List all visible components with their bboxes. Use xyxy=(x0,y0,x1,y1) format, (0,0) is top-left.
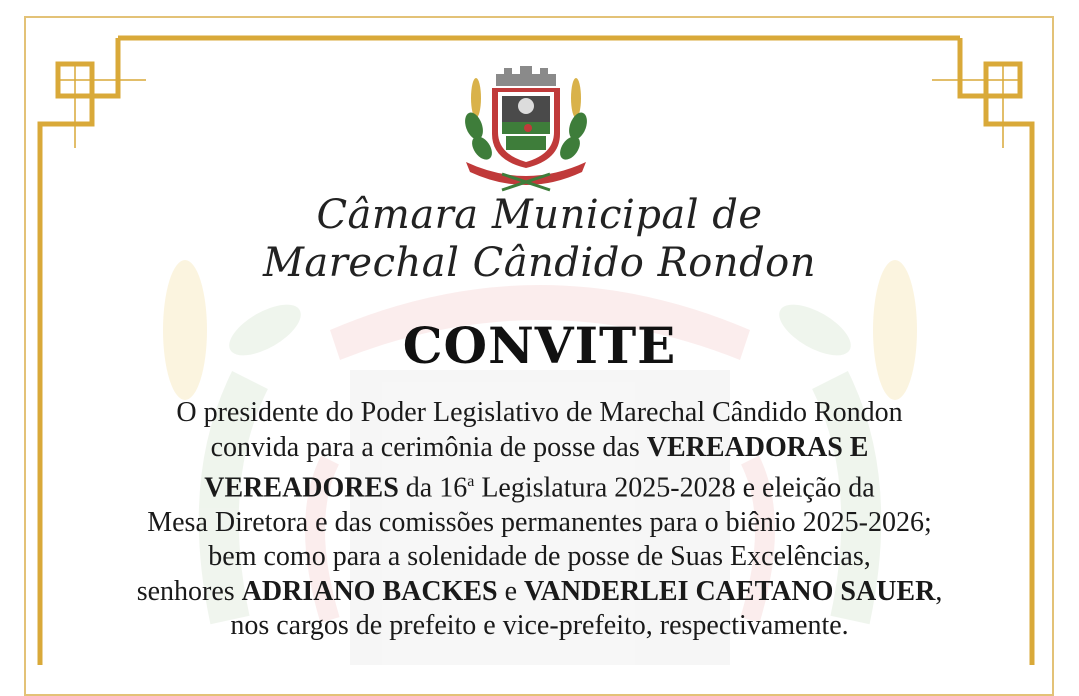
body-line-6 xyxy=(40,575,1039,610)
body-text-1: O presidente do Poder Legislativo de Marechal Cândido Rondon xyxy=(176,397,903,428)
institution-name-line2: Marechal Cândido Rondon xyxy=(262,240,817,286)
body-text-4: Mesa Diretora e das comissões permanentes para o biênio 2025-2026; xyxy=(147,506,932,538)
municipal-coat-of-arms xyxy=(462,64,590,192)
invitation-heading: CONVITE xyxy=(402,316,677,375)
body-bold-3: VEREADORES xyxy=(204,472,399,504)
vice-mayor-name: VANDERLEI CAETANO SAUER xyxy=(524,575,936,607)
body-text-6c: , xyxy=(935,575,943,607)
body-text-3b: Legislatura 2025-2028 e eleição da xyxy=(474,472,875,504)
body-line-2 xyxy=(40,431,1039,466)
body-line-3 xyxy=(40,465,1039,506)
body-text-6b: e xyxy=(497,575,525,607)
body-text-3a: da 16 xyxy=(398,472,468,504)
body-text-6a: senhores xyxy=(136,575,242,607)
mayor-name: ADRIANO BACKES xyxy=(241,575,498,607)
body-line-5 xyxy=(40,540,1039,575)
invitation-body xyxy=(40,396,1039,644)
body-line-4 xyxy=(40,506,1039,541)
institution-name-line1: Câmara Municipal de xyxy=(316,192,763,238)
body-text-2: convida para a cerimônia de posse das xyxy=(210,431,647,463)
body-bold-2: VEREADORAS E xyxy=(646,431,869,463)
body-line-1 xyxy=(40,396,1039,431)
body-line-7 xyxy=(40,609,1039,644)
ordinal-superscript: a xyxy=(467,473,475,490)
body-text-7: nos cargos de prefeito e vice-prefeito, respectivamente. xyxy=(230,610,849,642)
body-text-5: bem como para a solenidade de posse de Suas Excelências, xyxy=(208,541,871,573)
